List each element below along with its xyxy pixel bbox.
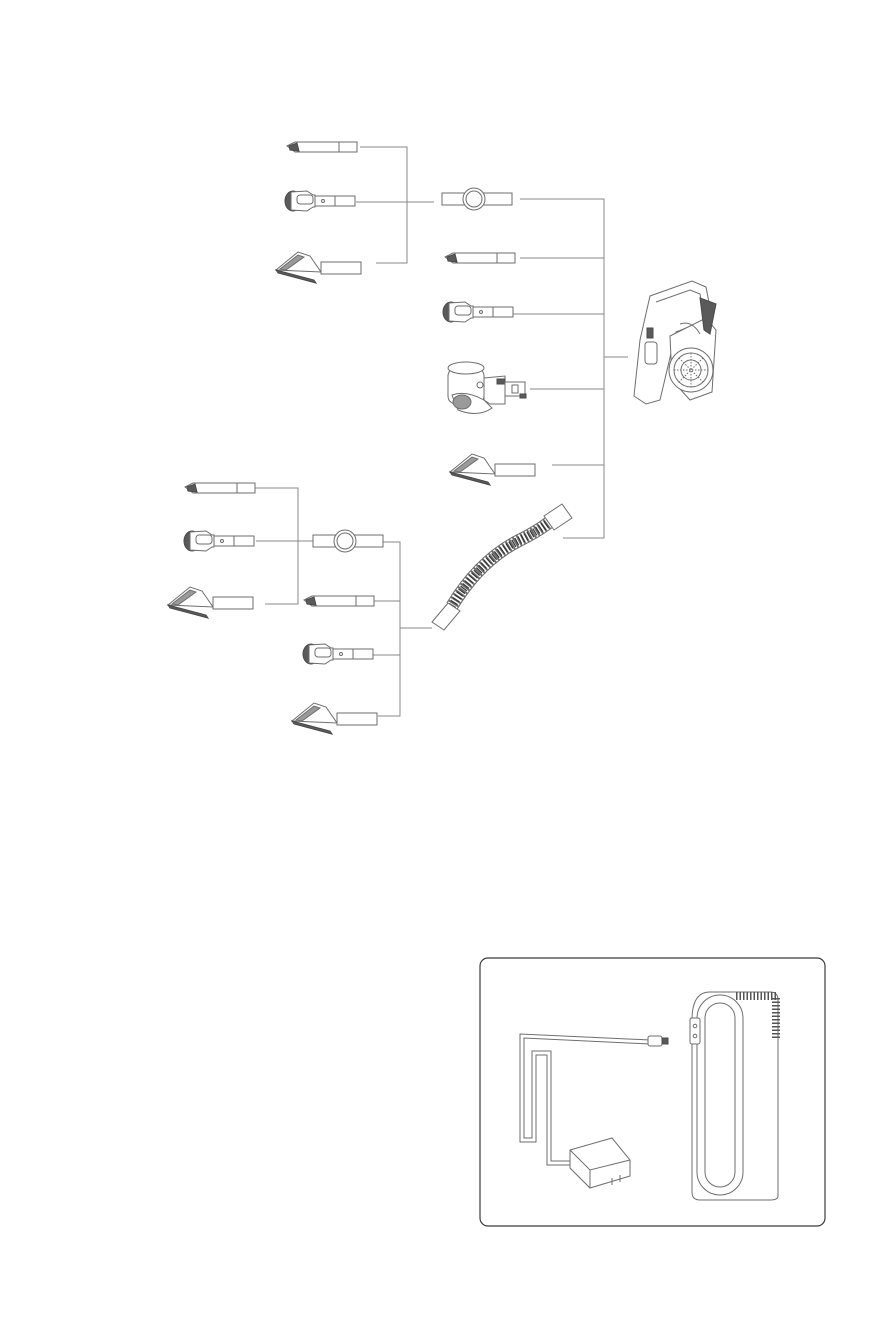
upholstery-brush-icon: [450, 454, 535, 485]
adapter-icon: [442, 188, 512, 210]
upholstery-brush-icon: [276, 252, 361, 283]
crevice-tool-icon: [185, 483, 255, 493]
crevice-tool-icon: [287, 142, 357, 152]
charging-dock-icon: [690, 992, 778, 1200]
dusting-brush-icon: [443, 302, 513, 322]
connector-lines: [254, 147, 628, 716]
dusting-brush-icon: [184, 531, 254, 551]
adapter-icon: [313, 530, 383, 552]
upholstery-brush-icon: [292, 703, 377, 734]
charging-kit-box: [480, 958, 825, 1226]
upholstery-brush-icon: [168, 587, 253, 618]
motorized-brush-icon: [448, 362, 526, 414]
crevice-tool-icon: [445, 253, 515, 263]
flexible-hose-icon: [432, 504, 572, 630]
dusting-brush-icon: [285, 191, 355, 211]
handheld-vacuum-icon: [634, 281, 716, 404]
dusting-brush-icon: [303, 644, 373, 664]
crevice-tool-icon: [304, 596, 374, 606]
